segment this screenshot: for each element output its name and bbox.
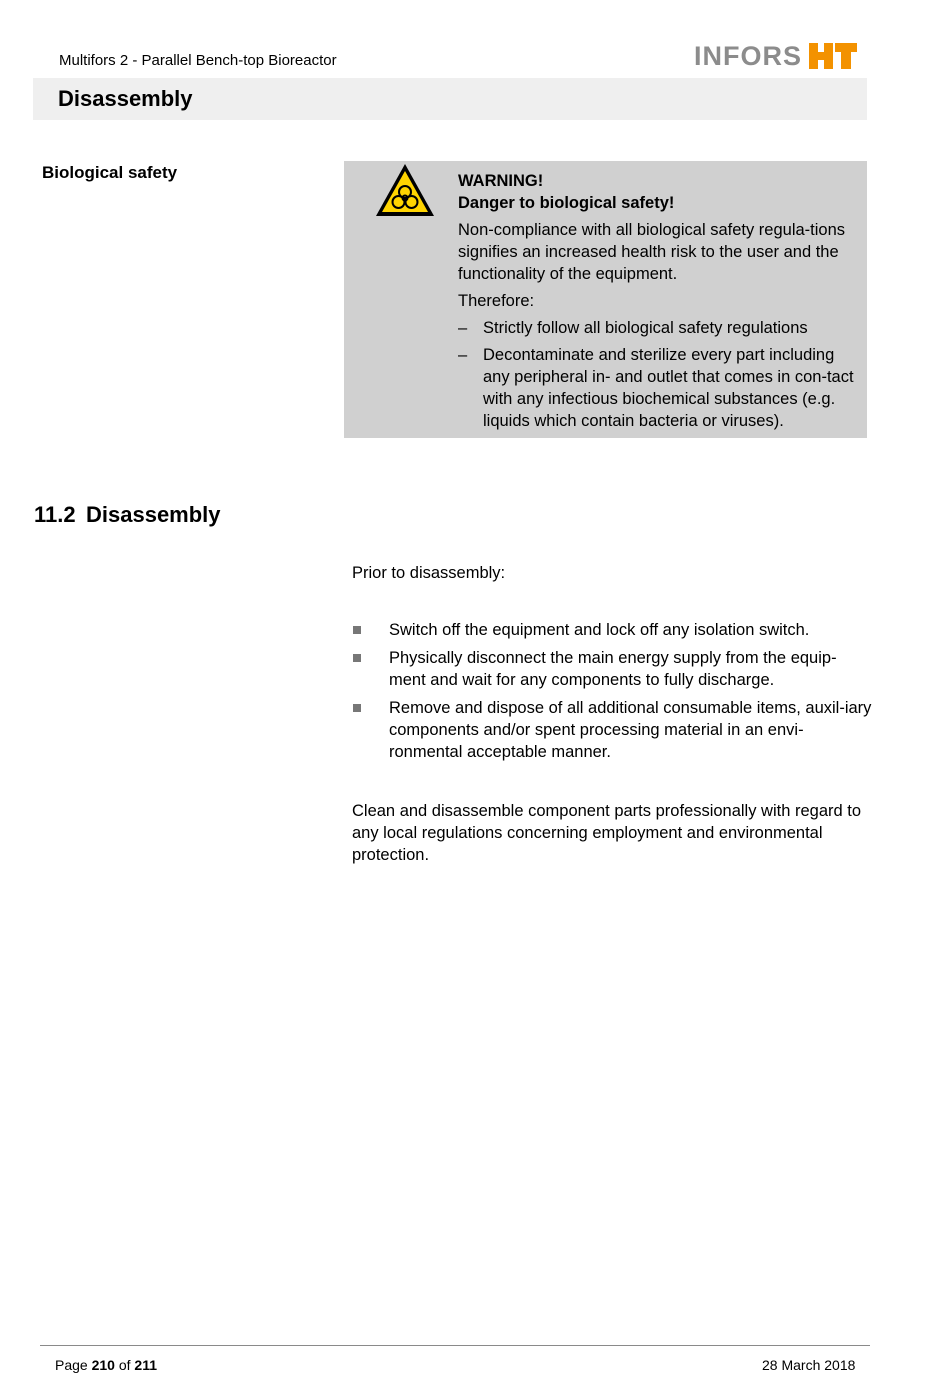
dash-marker: – [458, 346, 468, 364]
closing-paragraph: Clean and disassemble component parts professionally with regard to any local regulations concerning employment and environmental protection. [352, 802, 862, 864]
warning-body: Non-compliance with all biological safety regula-tions signifies an increased health risk to the user and the functionality of the equipment. [458, 221, 846, 283]
biological-safety-label: Biological safety [42, 163, 178, 182]
page-word: Page [55, 1357, 88, 1373]
warning-heading: WARNING! [458, 172, 544, 190]
document-title: Multifors 2 - Parallel Bench-top Bioreactor [59, 52, 337, 69]
warning-therefore: Therefore: [458, 292, 535, 310]
page-total: 211 [134, 1357, 158, 1373]
square-bullet-icon [353, 626, 361, 634]
square-bullet-icon [353, 654, 361, 662]
list-item-text: Remove and dispose of all additional consumable items, auxil-iary components and/or spent processing material in an envi-ronmental acceptable manner. [389, 699, 872, 761]
section-number: 11.2 [34, 502, 76, 527]
section-title: Disassembly [86, 502, 221, 527]
section-heading [34, 502, 221, 528]
square-bullet-icon [353, 704, 361, 712]
page-number: 210 [91, 1357, 115, 1373]
footer-divider [40, 1345, 870, 1346]
list-item [352, 647, 872, 691]
warning-dash-item-text: Decontaminate and sterilize every part including any peripheral in- and outlet that comes in con-tact with any infectious biochemical substances (e.g. liquids which contain bacteria or viruses). [483, 346, 854, 430]
of-word: of [118, 1357, 131, 1373]
logo-word: INFORS [694, 41, 803, 71]
list-item-text: Switch off the equipment and lock off any isolation switch. [389, 621, 810, 639]
list-item [352, 619, 872, 641]
biohazard-warning-icon [374, 162, 436, 218]
warning-subheading: Danger to biological safety! [458, 194, 675, 212]
dash-marker: – [458, 319, 468, 337]
logo-ht-mark [809, 43, 857, 69]
list-item-text: Physically disconnect the main energy supply from the equip-ment and wait for any components to fully discharge. [389, 649, 837, 689]
footer-date: 28 March 2018 [762, 1357, 856, 1373]
prior-to-disassembly-text: Prior to disassembly: [352, 564, 506, 582]
chapter-title: Disassembly [58, 86, 193, 111]
infors-ht-logo [694, 42, 857, 70]
warning-dash-item-text: Strictly follow all biological safety regulations [483, 319, 808, 337]
chapter-header-bar [33, 78, 867, 120]
warning-dash-item [458, 317, 858, 339]
page-indicator [55, 1357, 157, 1373]
biological-safety-warning [344, 161, 867, 438]
list-item [352, 697, 872, 763]
warning-dash-item [458, 344, 858, 432]
disassembly-bullet-list [352, 619, 872, 769]
